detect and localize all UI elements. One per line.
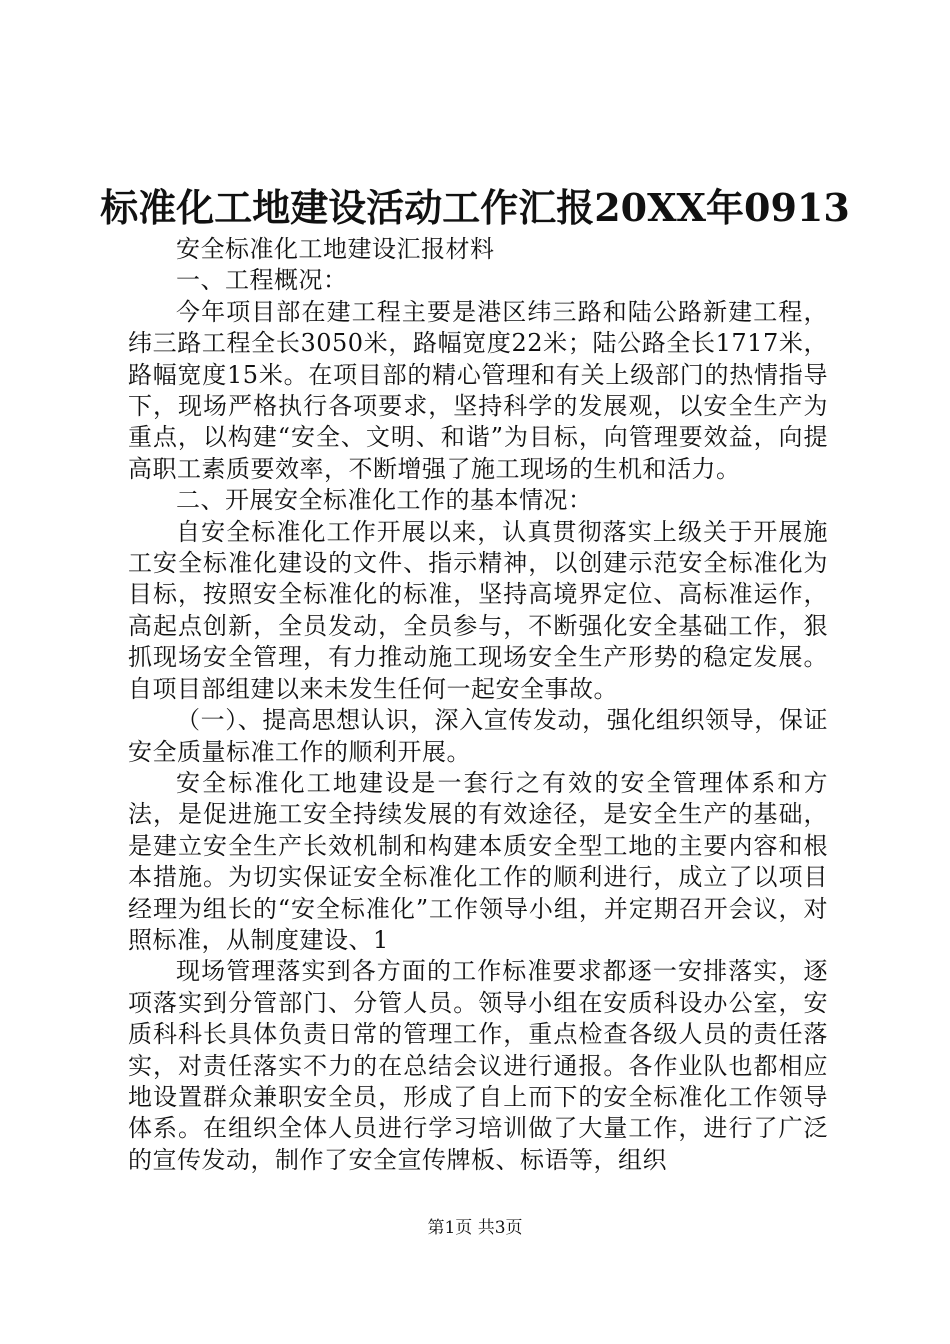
section-heading-overview: 一、工程概况： — [176, 266, 348, 295]
document-title: 标准化工地建设活动工作汇报20XX年0913 — [100, 185, 850, 230]
body-paragraph: 安全标准化工地建设是一套行之有效的安全管理体系和方法，是促进施工安全持续发展的有效途径，是安全生产的基础，是建立安全生产长效机制和构建本质安全型工地的主要内容和根本措施。为切实保证安全标准化工作的顺利进行，成立了以项目经理为组长的“安全标准化”工作领导小组，并定期召开会议，对照标准，从制度建设、1 — [128, 768, 828, 954]
body-paragraph: 自安全标准化工作开展以来，认真贯彻落实上级关于开展施工安全标准化建设的文件、指示精神，以创建示范安全标准化为目标，按照安全标准化的标准，坚持高境界定位、高标准运作，高起点创新，全员发动，全员参与，不断强化安全基础工作，狠抓现场安全管理，有力推动施工现场安全生产形势的稳定发展。自项目部组建以来未发生任何一起安全事故。 — [128, 517, 828, 703]
subsection-heading: （一）、提高思想认识，深入宣传发动，强化组织领导，保证安全质量标准工作的顺利开展。 — [128, 706, 828, 766]
page-number-footer: 第1页 共3页 — [427, 1218, 523, 1238]
body-paragraph: 现场管理落实到各方面的工作标准要求都逐一安排落实，逐项落实到分管部门、分管人员。领导小组在安质科设办公室，安质科科长具体负责日常的管理工作，重点检查各级人员的责任落实，对责任落实不力的在总结会议进行通报。各作业队也都相应地设置群众兼职安全员，形成了自上而下的安全标准化工作领导体系。在组织全体人员进行学习培训做了大量工作，进行了广泛的宣传发动，制作了安全宣传牌板、标语等，组织 — [128, 957, 828, 1174]
body-paragraph: 今年项目部在建工程主要是港区纬三路和陆公路新建工程，纬三路工程全长3050米，路幅宽度22米；陆公路全长1717米，路幅宽度15米。在项目部的精心管理和有关上级部门的热情指导下，现场严格执行各项要求，坚持科学的发展观，以安全生产为重点，以构建“安全、文明、和谐”为目标，向管理要效益，向提高职工素质要效率，不断增强了施工现场的生机和活力。 — [128, 297, 828, 483]
section-heading-basic-situation: 二、开展安全标准化工作的基本情况： — [176, 486, 593, 515]
subtitle-paragraph: 安全标准化工地建设汇报材料 — [176, 235, 495, 263]
document-body — [128, 234, 828, 1176]
